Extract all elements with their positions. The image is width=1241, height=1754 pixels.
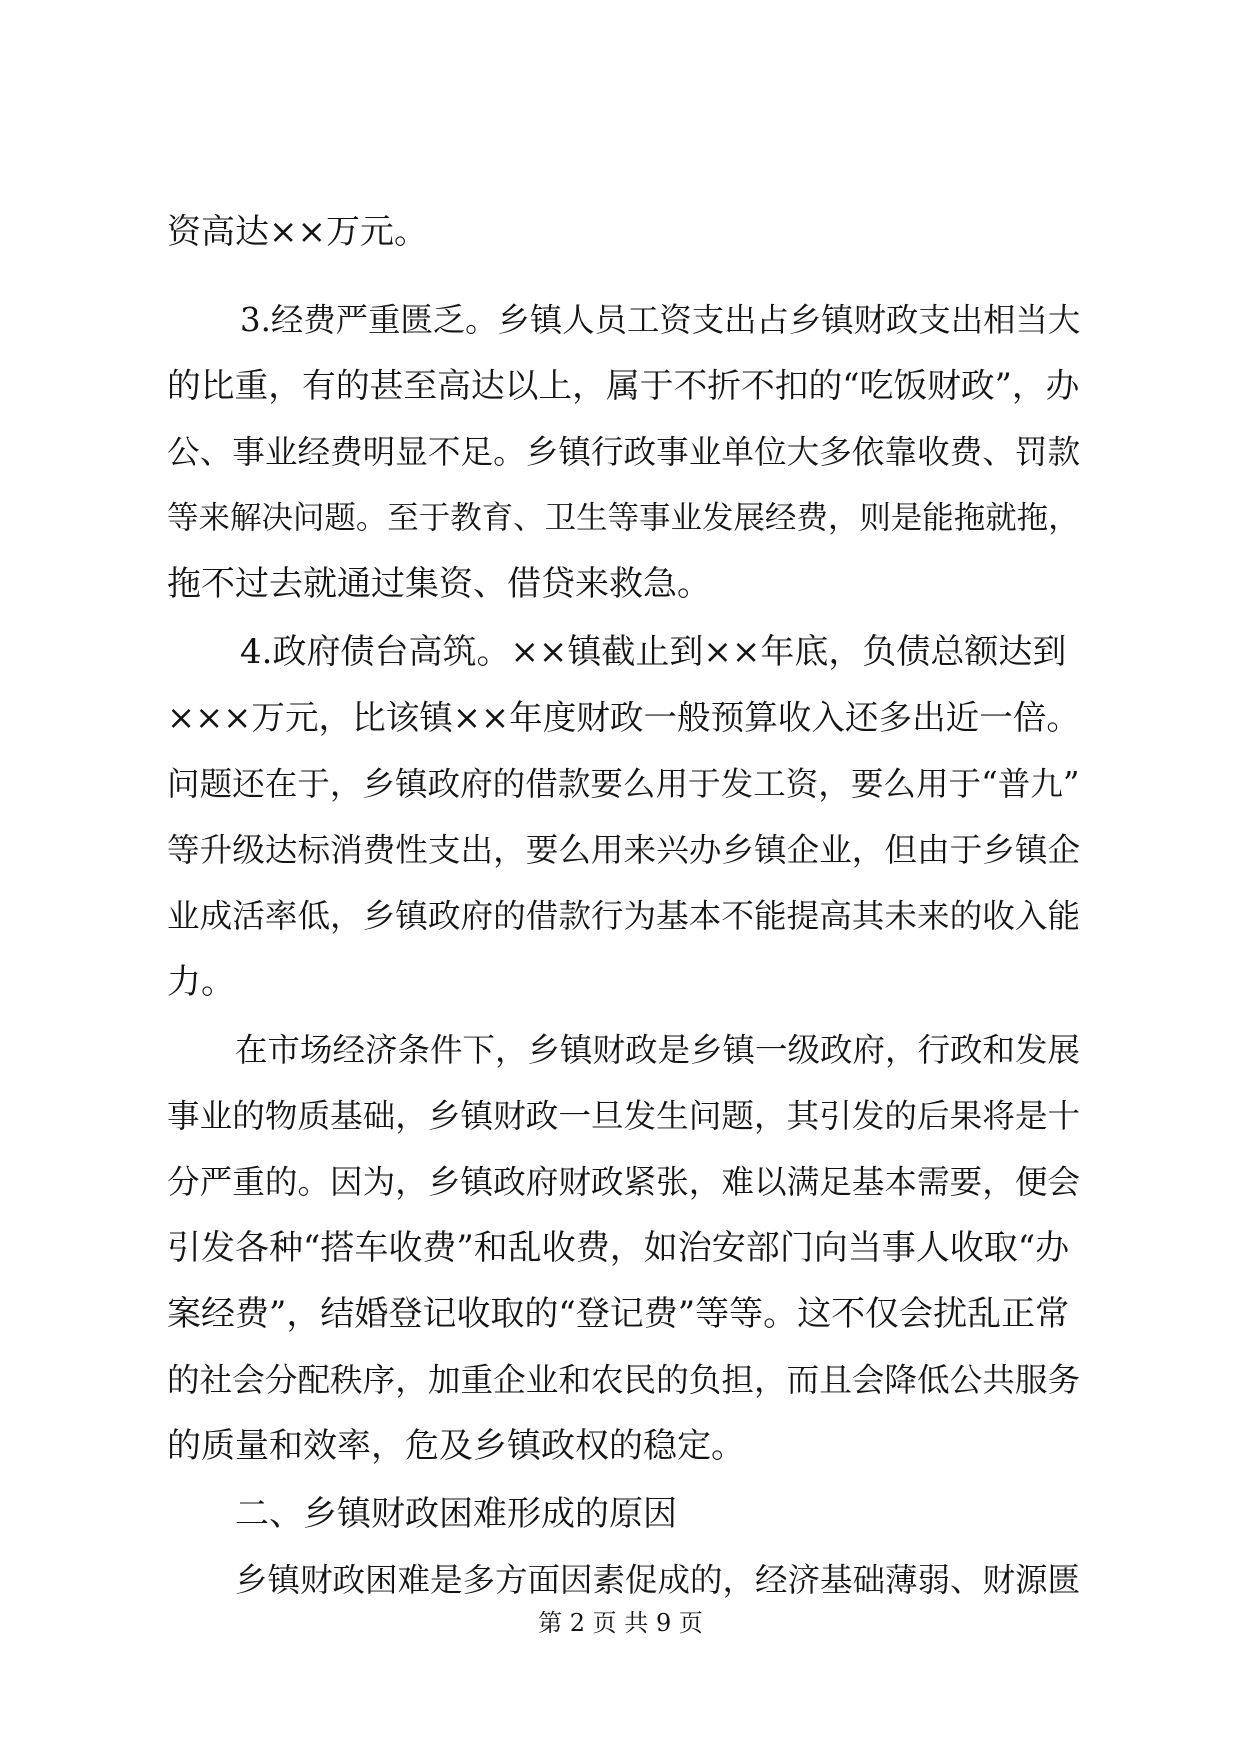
body-line: 的质量和效率，危及乡镇政权的稳定。 — [167, 1426, 745, 1466]
body-line: 分严重的。因为，乡镇政府财政紧张，难以满足基本需要，便会 — [167, 1163, 1081, 1201]
body-line: 的社会分配秩序，加重企业和农民的负担，而且会降低公共服务 — [167, 1361, 1081, 1399]
body-line: 拖不过去就通过集资、借贷来救急。 — [167, 564, 711, 604]
body-line: 业成活率低，乡镇政府的借款行为基本不能提高其未来的收入能 — [167, 897, 1081, 935]
body-line: 事业的物质基础，乡镇财政一旦发生问题，其引发的后果将是十 — [167, 1097, 1081, 1135]
body-line: 等升级达标消费性支出，要么用来兴办乡镇企业，但由于乡镇企 — [167, 831, 1081, 869]
body-line: 等来解决问题。至于教育、卫生等事业发展经费，则是能拖就拖， — [167, 500, 1080, 536]
body-line: 资高达××万元。 — [167, 212, 428, 252]
body-line: ×××万元，比该镇××年度财政一般预算收入还多出近一倍。 — [167, 698, 1080, 737]
section-heading: 二、乡镇财政困难形成的原因 — [235, 1494, 677, 1534]
body-line: 力。 — [167, 962, 235, 1002]
body-line: 的比重，有的甚至高达以上，属于不折不扣的“吃饭财政”，办 — [167, 366, 1080, 405]
body-line: 公、事业经费明显不足。乡镇行政事业单位大多依靠收费、罚款 — [167, 433, 1081, 471]
body-line: 乡镇财政困难是多方面因素促成的，经济基础薄弱、财源匮 — [235, 1561, 1081, 1599]
body-line: 4.政府债台高筑。××镇截止到××年底，负债总额达到 — [240, 632, 1067, 672]
body-line: 3.经费严重匮乏。乡镇人员工资支出占乡镇财政支出相当大 — [240, 301, 1081, 339]
body-line: 问题还在于，乡镇政府的借款要么用于发工资，要么用于“普九” — [167, 765, 1080, 803]
page-footer: 第 2 页 共 9 页 — [538, 1609, 703, 1637]
body-line: 引发各种“搭车收费”和乱收费，如治安部门向当事人收取“办 — [167, 1228, 1070, 1268]
body-line: 在市场经济条件下，乡镇财政是乡镇一级政府，行政和发展 — [235, 1031, 1081, 1069]
body-line: 案经费”，结婚登记收取的“登记费”等等。这不仅会扰乱正常 — [167, 1294, 1070, 1334]
